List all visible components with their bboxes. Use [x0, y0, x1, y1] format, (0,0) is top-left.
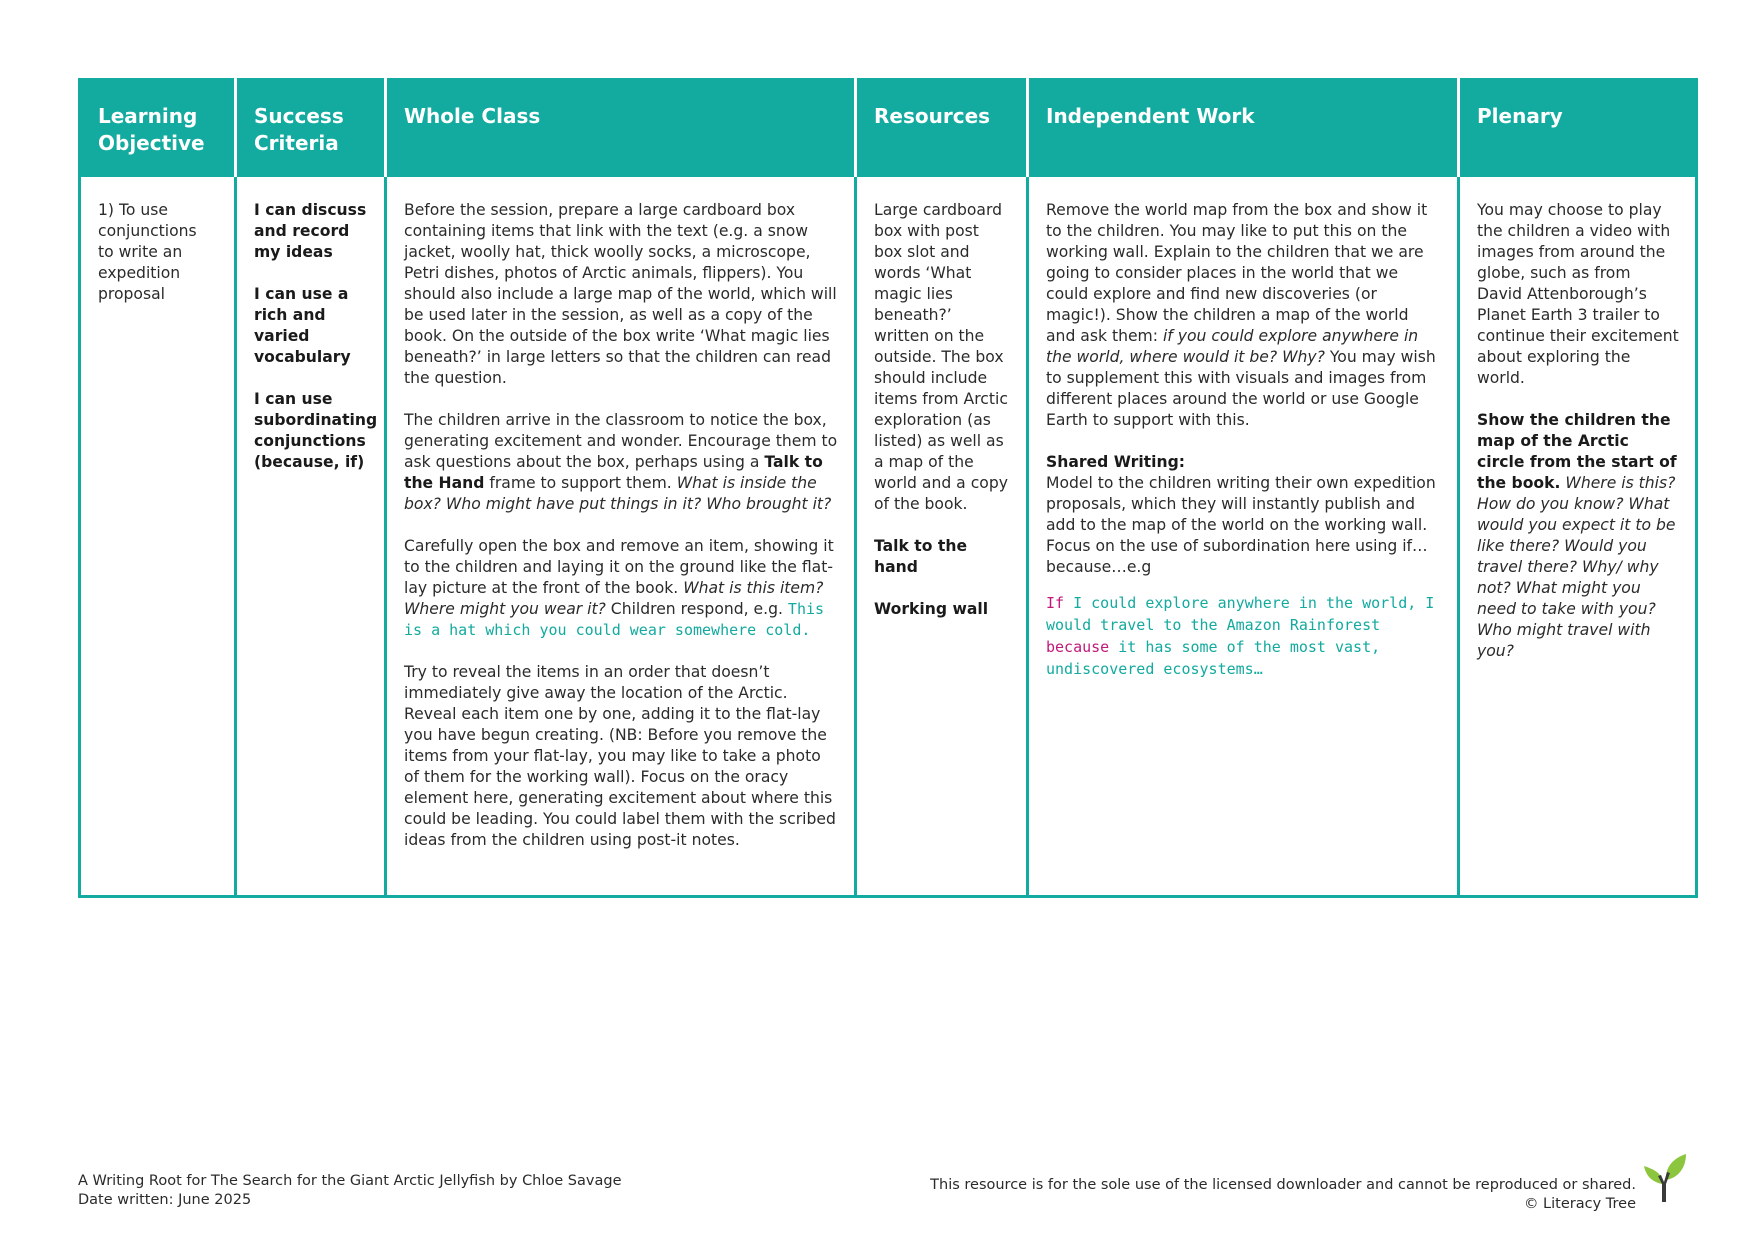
model-sentence: If I could explore anywhere in the world, I would travel to the Amazon Rainforest because it has some of the most vast, undiscovered ecosystems…	[1046, 593, 1435, 678]
header-independent-work: Independent Work	[1028, 80, 1459, 177]
header-resources: Resources	[856, 80, 1028, 177]
lesson-row	[80, 177, 1697, 897]
footer-title: A Writing Root for The Search for the Giant Arctic Jellyfish by Chloe Savage	[78, 1173, 622, 1189]
header-success-criteria: Success Criteria	[236, 80, 386, 177]
header-learning-objective: Learning Objective	[80, 80, 236, 177]
copyright-text: © Literacy Tree	[1523, 1196, 1636, 1212]
header-plenary: Plenary	[1459, 80, 1697, 177]
plenary-paragraph: Show the children the map of the Arctic circle from the start of the book. Where is this? How do you know? What would you expect it to be like there? Would you travel there? Why/ why not? What might you need to take with you? Who might travel with you?	[1477, 410, 1677, 660]
cell-learning-objective	[80, 177, 236, 897]
talk-to-the-hand-term: Talk to the Hand	[404, 452, 823, 492]
learning-objective-text: 1) To use conjunctions to write an expedition proposal	[98, 200, 197, 303]
whole-class-paragraph: The children arrive in the classroom to notice the box, generating excitement and wonder. Encourage them to ask questions about the box, perhaps using a Talk to the Hand frame to support them. What is inside the box? Who might have put things in it? Who brought it?	[404, 410, 838, 513]
whole-class-paragraph: Try to reveal the items in an order that doesn’t immediately give away the location of the Arctic. Reveal each item one by one, adding it to the flat-lay you have begun creating. (NB: Before you remove the items from your flat-lay, you may like to take a photo of them for the working wall). Focus on the oracy element here, generating excitement about where this could be leading. You could label them with the scribed ideas from the children using post-it notes.	[404, 662, 836, 849]
cell-whole-class	[386, 177, 856, 897]
whole-class-paragraph: Carefully open the box and remove an item, showing it to the children and laying it on the ground like the flat-lay picture at the front of the book. What is this item? Where might you wear it? Children respond, e.g. This is a hat which you could wear somewhere cold.	[404, 536, 834, 639]
shared-writing-heading: Shared Writing:	[1046, 452, 1185, 471]
cell-success-criteria	[236, 177, 386, 897]
cell-independent-work	[1028, 177, 1459, 897]
resource-working-wall: Working wall	[874, 599, 989, 618]
resource-talk-to-the-hand: Talk to the hand	[874, 536, 968, 576]
footer-date: Date written: June 2025	[78, 1192, 252, 1208]
footer-license	[930, 1176, 1636, 1214]
header-whole-class: Whole Class	[386, 80, 856, 177]
footer-book-info	[78, 1172, 622, 1210]
literacy-tree-logo-icon	[1640, 1152, 1688, 1204]
independent-work-paragraph: Remove the world map from the box and show it to the children. You may like to put this on the working wall. Explain to the children that we are going to consider places in the world that we could explore and find new discoveries (or magic!). Show the children a map of the world and ask them: if you could explore anywhere in the world, where would it be? Why? You may wish to supplement this with visuals and images from different places around the world or use Google Earth to support with this.	[1046, 200, 1436, 429]
cell-resources	[856, 177, 1028, 897]
success-criterion: I can discuss and record my ideas	[254, 200, 367, 261]
resources-text: Large cardboard box with post box slot and words ‘What magic lies beneath?’ written on the outside. The box should include items from Arctic exploration (as listed) as well as a map of the world and a copy of the book.	[874, 200, 1008, 513]
plenary-paragraph: You may choose to play the children a video with images from around the globe, such as from David Attenborough’s Planet Earth 3 trailer to continue their excitement about exploring the world.	[1477, 200, 1679, 387]
prompt-questions: What is inside the box? Who might have put things in it? Who brought it?	[404, 473, 832, 513]
prompt-questions: What is this item? Where might you wear it?	[404, 578, 824, 618]
prompt-questions: if you could explore anywhere in the world, where would it be? Why?	[1046, 326, 1419, 366]
lesson-plan-table	[78, 78, 1698, 898]
license-text: This resource is for the sole use of the licensed downloader and cannot be reproduced or shared.	[930, 1177, 1636, 1193]
cell-plenary	[1459, 177, 1697, 897]
whole-class-paragraph: Before the session, prepare a large cardboard box containing items that link with the text (e.g. a snow jacket, woolly hat, thick woolly socks, a microscope, Petri dishes, photos of Arctic animals, flippers). You should also include a large map of the world, which will be used later in the session, as well as a copy of the book. On the outside of the box write ‘What magic lies beneath?’ in large letters so that the children can read the question.	[404, 200, 837, 387]
header-row	[80, 80, 1697, 177]
shared-writing-text: Model to the children writing their own expedition proposals, which they will instantly publish and add to the map of the world on the working wall. Focus on the use of subordination here using if… because…e.g	[1046, 473, 1436, 576]
example-response: This is a hat which you could wear somewhere cold.	[404, 599, 825, 639]
success-criterion: I can use a rich and varied vocabulary	[254, 284, 351, 366]
success-criterion: I can use subordinating conjunctions (because, if)	[254, 389, 378, 471]
